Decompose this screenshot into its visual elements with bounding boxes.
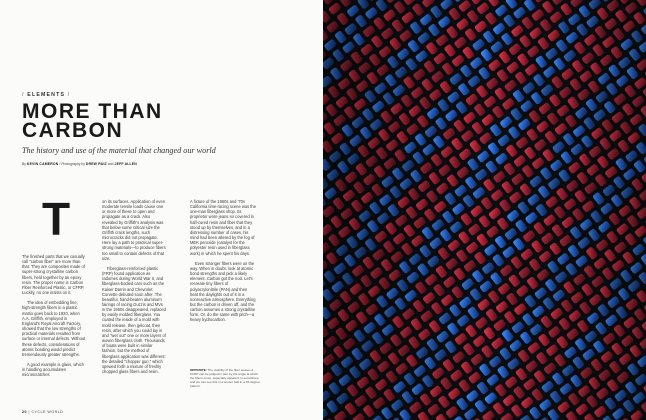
paragraph: Even stronger fibers were on the way. When in doubt, look at atomic bond strengths and pick a likely element. Carbon got the nod. Let's recreate tiny fibers of polyacrylonitrile (PAN) and then heat the daylights out of it in a nonreactive atmosphere. Everything but the carbon is driven off, and the carbon assumes a strong crystalline form. Or, do the same with pitch—a heavy hydrocarbon. [190, 260, 256, 323]
page-number: 20 [22, 410, 27, 414]
carbon-fiber-weave-photo [323, 0, 646, 420]
paragraph: Fiberglass-reinforced plastic (FRP) found application as radomes during World War II, and fiberglass-bodied cars such as the Kaiser Darrin and Chevrolet Corvette debuted soon after. The beautiful, hand-beaten aluminum fairings of racing Guzzis and MVs in the 1950s disappeared, replaced by easily molded fiberglass. You coated the inside of a mold with mold release, then gelcoat, then resin, after which you could lay in and "wet out" one or more layers of woven fiberglass cloth. Thousands of boats were built in similar fashion, but the method of fiberglass application was different: the detailed "chopper gun," which spewed forth a mixture of freshly chopped glass fibers and resin. [102, 265, 166, 374]
drop-cap: T [42, 193, 71, 245]
photographer-2: JEFF ALLEN [114, 162, 137, 166]
article-title [22, 102, 163, 140]
article-deck: The history and use of the material that changed our world [22, 146, 216, 155]
caption-text: The visibility of the fiber weave of CFRP can be judged in part by the angle at which the fibers cross, especially apparent in sometimes, and we can see this in a woven twill in a 45-degree pattern. [190, 368, 260, 388]
publication-name: CYCLE WORLD [31, 410, 64, 414]
title-line-1: MORE THAN [22, 100, 163, 123]
body-column-1 [22, 254, 86, 382]
author-name: KEVIN CAMERON [26, 162, 59, 166]
right-page-photo [323, 0, 646, 420]
paragraph: The idea of embedding fine, high-strength fibers in a plastic matrix goes back to 1920, when A.A. Griffith, employed in England's Royal Aircraft Factory, showed that the low strengths of practical materials resulted from surface or internal defects. Without these defects, considerations of atomic bonding would predict tremendously greater strengths. [22, 300, 86, 357]
folio: 20 | CYCLE WORLD [22, 410, 64, 414]
title-line-2: CARBON [22, 119, 124, 142]
paragraph: on its surfaces. Application of even moderate tensile loads cause one or more of these to open and propagate as a crack. Also revealed by Griffith's analysis was that below some critical size the Griffith crack lengths, such microcracks did not propagate. Here lay a path to practical super-strong materials—to produce fibers too small to contain defects of that size. [102, 199, 166, 261]
body-column-3 [190, 199, 256, 328]
body-column-2 [102, 199, 166, 379]
byline: By KEVIN CAMERON / Photography by DREW RUIZ and JEFF ALLEN [22, 162, 137, 166]
caption-label: OPPOSITE: [190, 368, 207, 372]
photo-caption [190, 368, 262, 388]
section-label: / ELEMENTS / [22, 92, 71, 98]
paragraph: A good example is glass, which in handling accumulates microscratches [22, 361, 84, 378]
photographer-1: DREW RUIZ [85, 162, 107, 166]
paragraph: A fixture of the 1960s and '70s California time-racing scene was the one-man fiberglass shop. Its proprietor wore jeans so covered in half-cured resin and fiber that they stood up by themselves, and in a distressing number of cases, his mind had been altered by the fog of MEK peroxide (catalyst for the polyester resin used in fiberglass work) in which he spent his days. [190, 199, 256, 256]
paragraph: The finished parts that we casually call "carbon fiber" are more than that. They are composites made of super-strong crystalline carbon fibers, held together by an epoxy resin. The proper name is Carbon Fiber Reinforced Plastic, or CFRP. Luckily, no one insists on it. [22, 254, 85, 296]
